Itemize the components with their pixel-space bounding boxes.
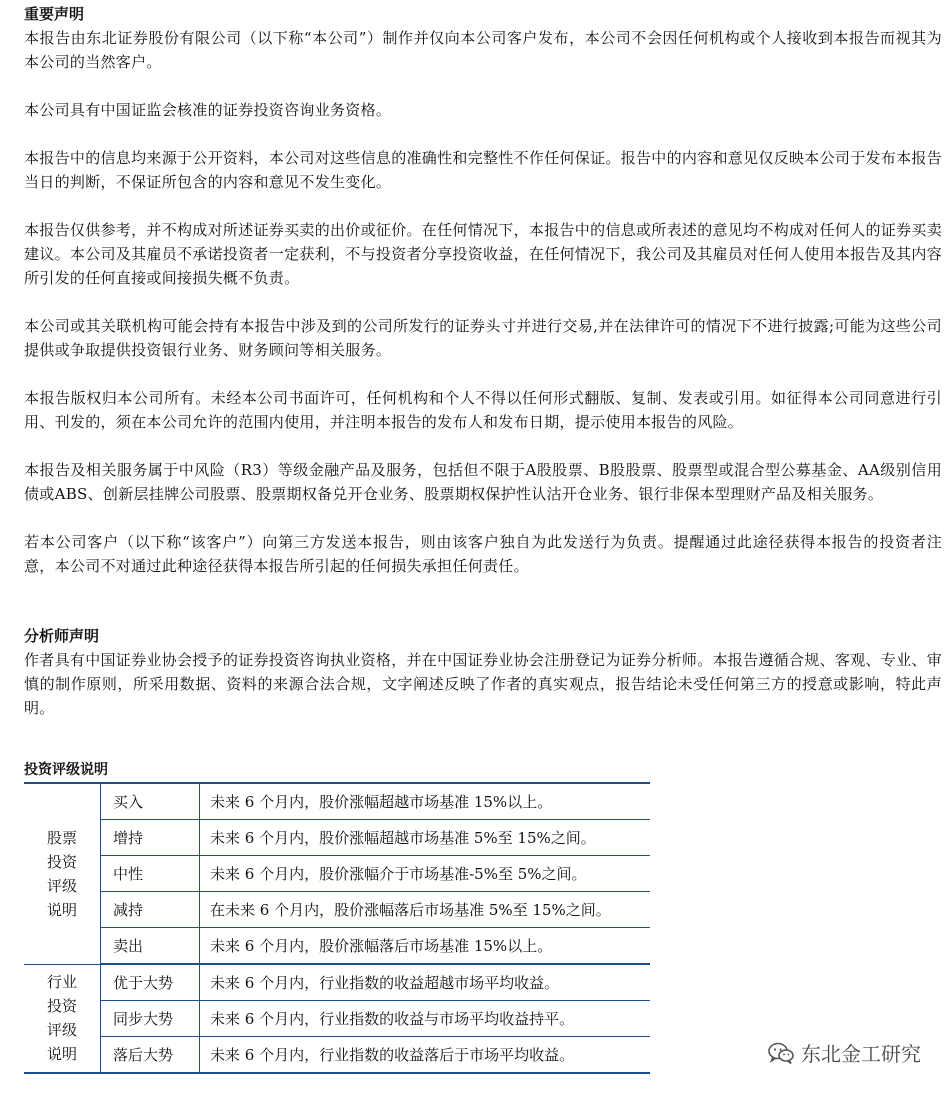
table-row [24, 1037, 650, 1074]
important-paragraph-8: 若本公司客户（以下称“该客户”）向第三方发送本报告，则由该客户独自为此发送行为负责。提醒通过此途径获得本报告的投资者注意，本公司不对通过此种途径获得本报告所引起的任何损失承担任何责任。 [24, 533, 942, 575]
rating-desc-buy: 未来 6 个月内，股价涨幅超越市场基准 15%以上。 [200, 783, 651, 820]
rating-desc-market-perform: 未来 6 个月内，行业指数的收益与市场平均收益持平。 [200, 1001, 651, 1037]
rating-name-neutral: 中性 [101, 856, 200, 892]
important-paragraph-5: 本公司或其关联机构可能会持有本报告中涉及到的公司所发行的证券头寸并进行交易,并在法律许可的情况下不进行披露;可能为这些公司提供或争取提供投资银行业务、财务顾问等相关服务。 [24, 317, 942, 359]
group-label-line: 投资 [46, 852, 77, 871]
rating-description-title: 投资评级说明 [24, 762, 108, 778]
rating-name-market-perform: 同步大势 [101, 1001, 200, 1037]
industry-rating-group-label [24, 964, 101, 1073]
group-label-line: 评级 [46, 1021, 77, 1040]
important-paragraph-2: 本公司具有中国证监会核准的证券投资咨询业务资格。 [24, 101, 392, 119]
rating-desc-underweight: 在未来 6 个月内，股价涨幅落后市场基准 5%至 15%之间。 [200, 892, 651, 928]
rating-name-buy: 买入 [101, 783, 200, 820]
table-row [24, 964, 650, 1001]
section-spacer [24, 578, 942, 624]
analyst-statement-text: 作者具有中国证券业协会授予的证券投资咨询执业资格，并在中国证券业协会注册登记为证券分析师。本报告遵循合规、客观、专业、审慎的制作原则，所采用数据、资料的来源合法合规，文字阐述反映了作者的真实观点，报告结论未受任何第三方的授意或影响，特此声明。 [24, 651, 943, 717]
important-notice-title: 重要声明 [24, 5, 85, 23]
table-row [24, 820, 650, 856]
watermark-text: 东北金工研究 [801, 1042, 921, 1066]
stock-rating-group-label [24, 783, 101, 964]
important-paragraph-6: 本报告版权归本公司所有。未经本公司书面许可，任何机构和个人不得以任何形式翻版、复制、发表或引用。如征得本公司同意进行引用、刊发的，须在本公司允许的范围内使用，并注明本报告的发布人和发布日期，提示使用本报告的风险。 [24, 389, 942, 431]
rating-name-overweight: 增持 [101, 820, 200, 856]
rating-desc-outperform: 未来 6 个月内，行业指数的收益超越市场平均收益。 [200, 964, 651, 1001]
table-row [24, 856, 650, 892]
group-label-line: 说明 [46, 1045, 77, 1064]
rating-desc-overweight: 未来 6 个月内，股价涨幅超越市场基准 5%至 15%之间。 [200, 820, 651, 856]
table-row [24, 928, 650, 965]
group-label-line: 投资 [46, 997, 77, 1016]
wechat-icon [767, 1041, 795, 1065]
disclaimer-page [24, 2, 942, 720]
important-paragraph-4: 本报告仅供参考，并不构成对所述证券买卖的出价或征价。在任何情况下，本报告中的信息或所表述的意见均不构成对任何人的证券买卖建议。本公司及其雇员不承诺投资者一定获利，不与投资者分享投资收益，在任何情况下，我公司及其雇员对任何人使用本报告及其内容所引发的任何直接或间接损失概不负责。 [24, 221, 943, 287]
rating-desc-neutral: 未来 6 个月内，股价涨幅介于市场基准-5%至 5%之间。 [200, 856, 651, 892]
rating-name-outperform: 优于大势 [101, 964, 200, 1001]
important-paragraph-1: 本报告由东北证券股份有限公司（以下称“本公司”）制作并仅向本公司客户发布，本公司不会因任何机构或个人接收到本报告而视其为本公司的当然客户。 [24, 29, 942, 71]
group-label-line: 评级 [46, 876, 77, 895]
rating-name-underperform: 落后大势 [101, 1037, 200, 1074]
important-paragraph-3: 本报告中的信息均来源于公开资料，本公司对这些信息的准确性和完整性不作任何保证。报告中的内容和意见仅反映本公司于发布本报告当日的判断，不保证所包含的内容和意见不发生变化。 [24, 149, 943, 191]
group-label-line: 行业 [46, 973, 77, 992]
rating-desc-underperform: 未来 6 个月内，行业指数的收益落后于市场平均收益。 [200, 1037, 651, 1074]
wechat-account-watermark [767, 1038, 921, 1067]
table-row [24, 783, 650, 820]
table-row [24, 892, 650, 928]
group-label-line: 股票 [46, 828, 77, 847]
rating-name-underweight: 减持 [101, 892, 200, 928]
rating-table [24, 782, 650, 1074]
table-row [24, 1001, 650, 1037]
analyst-statement-title: 分析师声明 [24, 627, 100, 645]
rating-desc-sell: 未来 6 个月内，股价涨幅落后市场基准 15%以上。 [200, 928, 651, 965]
important-paragraph-7: 本报告及相关服务属于中风险（R3）等级金融产品及服务，包括但不限于A股股票、B股股票、股票型或混合型公募基金、AA级别信用债或ABS、创新层挂牌公司股票、股票期权备兑开仓业务、股票期权保护性认沽开仓业务、银行非保本型理财产品及相关服务。 [24, 461, 942, 503]
group-label-line: 说明 [46, 900, 77, 919]
rating-name-sell: 卖出 [101, 928, 200, 965]
